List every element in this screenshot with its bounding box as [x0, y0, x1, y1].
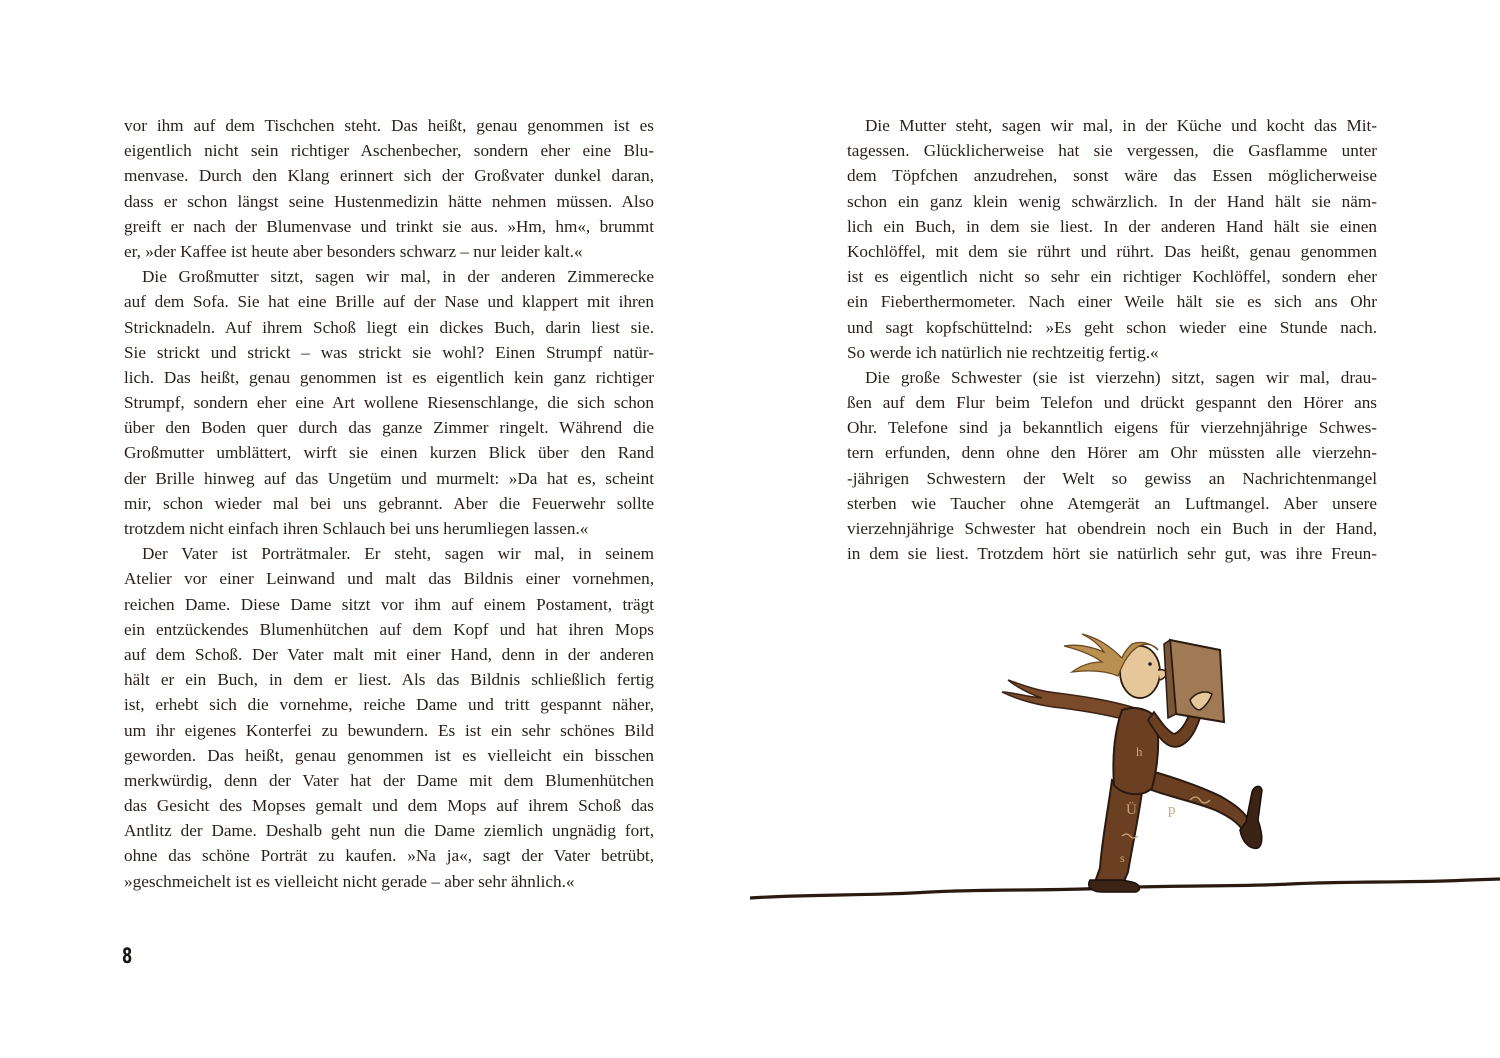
text-line: tern erfunden, denn ohne den Hörer am Ohr müssten alle vierzehn-: [847, 443, 1377, 463]
text-line: er, »der Kaffee ist heute aber besonders schwarz – nur leider kalt.«: [124, 241, 583, 261]
text-line: ein entzückendes Blumenhütchen auf dem Kopf und hat ihren Mops: [124, 619, 654, 639]
text-line: ßen auf dem Flur beim Telefon und drückt gespannt den Hörer ans: [847, 393, 1377, 413]
text-line: Kochlöffel, mit dem sie rührt und rührt. Das heißt, genau genommen: [847, 241, 1377, 261]
scarf: [1002, 680, 1135, 722]
text-line: Großmutter umblättert, wirft sie einen kurzen Blick über den Rand: [124, 443, 654, 463]
text-line: Die Mutter steht, sagen wir mal, in der Küche und kocht das Mit-: [865, 116, 1377, 135]
text-line: Die große Schwester (sie ist vierzehn) sitzt, sagen wir mal, drau-: [865, 367, 1377, 387]
coat-letter-u: Ü: [1126, 802, 1137, 818]
text-line: vor ihm auf dem Tischchen steht. Das heißt, genau genommen ist es: [124, 116, 654, 135]
text-line: Der Vater ist Porträtmaler. Er steht, sagen wir mal, in seinem: [142, 544, 654, 564]
text-line: Sie strickt und strickt – was strickt sie wohl? Einen Strumpf natür-: [124, 342, 654, 362]
text-line: mir, schon wieder mal bei uns gebrannt. Aber die Feuerwehr sollte: [124, 493, 654, 513]
text-line: Die Großmutter sitzt, sagen wir mal, in der anderen Zimmerecke: [142, 267, 654, 287]
text-line: Atelier vor einer Leinwand und malt das Bildnis einer vornehmen,: [124, 569, 654, 589]
eye: [1148, 662, 1152, 666]
text-line: und sagt kopfschüttelnd: »Es geht schon wieder eine Stunde nach.: [847, 317, 1377, 337]
page-number: 8: [122, 944, 133, 968]
text-line: ohne das schöne Porträt zu kaufen. »Na ja«, sagt der Vater betrübt,: [124, 846, 654, 866]
text-line: auf dem Sofa. Sie hat eine Brille auf der Nase und klappert mit ihren: [124, 292, 654, 312]
text-line: auf dem Schoß. Der Vater malt mit einer Hand, denn in der anderen: [124, 644, 654, 664]
text-line: über den Boden quer durch das ganze Zimmer ringelt. Während die: [124, 418, 654, 438]
text-line: menvase. Durch den Klang erinnert sich der Großvater dunkel daran,: [124, 166, 654, 186]
text-line: der Brille hinweg auf das Ungetüm und murmelt: »Da hat es, scheint: [124, 468, 654, 488]
text-line: sterben wie Taucher ohne Atemgerät an Luftmangel. Aber unsere: [847, 493, 1377, 513]
right-page: [750, 0, 1500, 1058]
text-line: Strumpf, sondern eher eine Art wollene Riesenschlange, die sich schon: [124, 393, 654, 413]
text-line: um ihr eigenes Konterfei zu bewundern. Es ist ein sehr schönes Bild: [124, 720, 654, 740]
text-line: das Gesicht des Mopses gemalt und dem Mops auf ihrem Schoß das: [124, 796, 654, 816]
back-leg: [1095, 780, 1142, 886]
text-line: lich. Das heißt, genau genommen ist es eigentlich kein ganz richtiger: [124, 367, 654, 387]
text-line: in dem sie liest. Trotzdem hört sie natürlich sehr gut, was ihre Freun-: [847, 544, 1377, 564]
text-line: Ohr. Telefone sind ja bekanntlich eigens für vierzehnjährige Schwes-: [847, 418, 1377, 438]
text-line: vierzehnjährige Schwester hat obendrein noch ein Buch in der Hand,: [847, 519, 1377, 538]
text-line: dass er schon längst seine Hustenmedizin hätte nehmen müssen. Also: [124, 191, 654, 211]
reader-illustration: [750, 600, 1500, 910]
text-line: »geschmeichelt ist es vielleicht nicht gerade – aber sehr ähnlich.«: [124, 871, 575, 891]
text-line: schon ein ganz klein wenig schwärzlich. In der Hand hält sie näm-: [847, 191, 1377, 211]
text-line: hält er ein Buch, in dem er liest. Als das Bildnis schließlich fertig: [124, 670, 654, 690]
coat-letter-p: p: [1168, 802, 1176, 818]
text-line: ist es eigentlich nicht so sehr ein richtiger Kochlöffel, sondern eher: [847, 267, 1377, 287]
right-text-block: [847, 113, 1377, 566]
text-line: -jährigen Schwestern der Welt so gewiss an Nachrichtenmangel: [847, 468, 1377, 488]
text-line: lich ein Buch, in dem sie liest. In der anderen Hand hält sie einen: [847, 216, 1377, 236]
text-line: greift er nach der Blumenvase und trinkt sie aus. »Hm, hm«, brummt: [124, 216, 654, 236]
text-line: merkwürdig, denn der Vater hat der Dame mit dem Blumenhütchen: [124, 770, 654, 790]
coat-letter-h: h: [1136, 744, 1143, 759]
coat-letter-s: s: [1120, 851, 1125, 865]
text-line: geworden. Das heißt, genau genommen ist es vielleicht ein bisschen: [124, 745, 654, 765]
text-line: Antlitz der Dame. Deshalb geht nun die Dame ziemlich ungnädig fort,: [124, 821, 654, 841]
text-line: ist, erhebt sich die vornehme, reiche Dame und tritt gespannt näher,: [124, 695, 654, 715]
front-leg: [1140, 770, 1252, 832]
text-line: Stricknadeln. Auf ihrem Schoß liegt ein dickes Buch, darin liest sie.: [124, 317, 654, 337]
text-line: So werde ich natürlich nie rechtzeitig fertig.«: [847, 342, 1159, 362]
text-line: ein Fieberthermometer. Nach einer Weile hält sie es sich ans Ohr: [847, 292, 1377, 312]
text-line: trotzdem nicht einfach ihren Schlauch bei uns herumliegen lassen.«: [124, 519, 589, 538]
text-line: reichen Dame. Diese Dame sitzt vor ihm auf einem Postament, trägt: [124, 594, 654, 614]
text-line: dem Töpfchen anzudrehen, sonst wäre das Essen möglicherweise: [847, 166, 1377, 186]
left-text-block: [124, 113, 654, 894]
text-line: tagessen. Glücklicherweise hat sie vergessen, die Gasflamme unter: [847, 141, 1377, 161]
text-line: eigentlich nicht sein richtiger Aschenbecher, sondern eher eine Blu-: [124, 141, 654, 161]
back-shoe: [1089, 880, 1140, 892]
